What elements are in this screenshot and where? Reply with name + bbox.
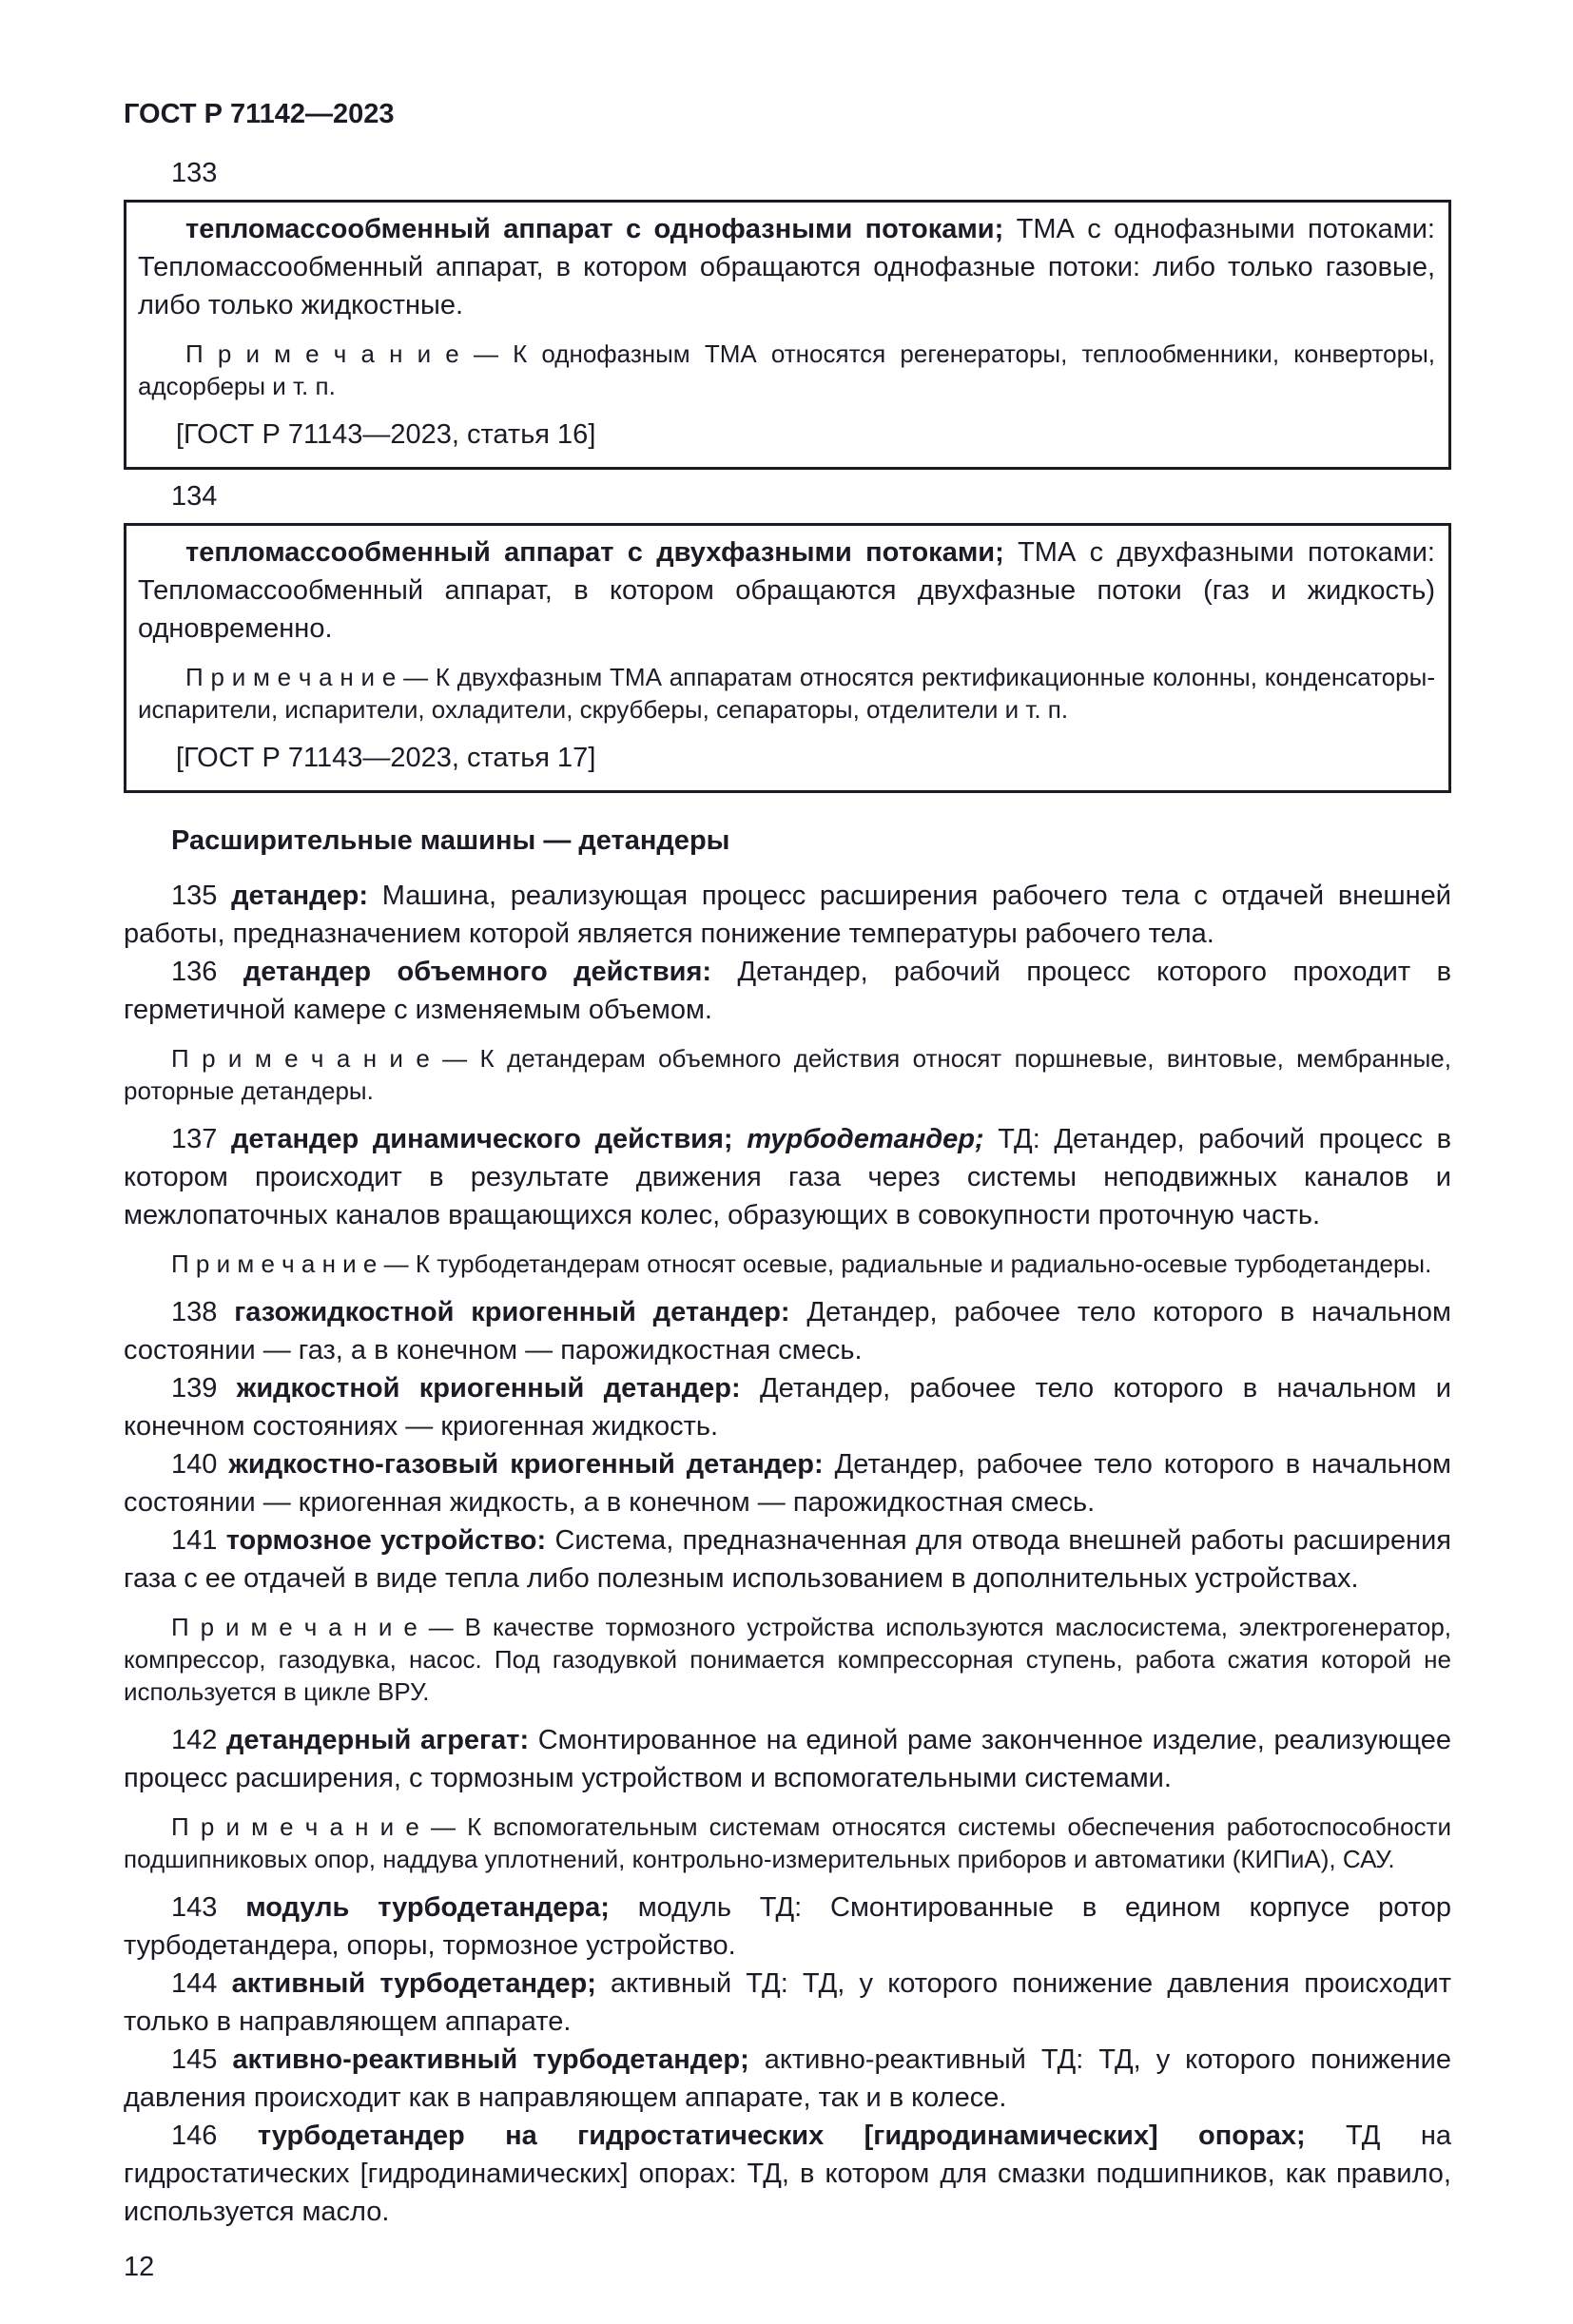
term-title-133: тепломассообменный аппарат с однофазными потоками; <box>185 214 1004 244</box>
term-title-136: детандер объемного действия: <box>243 957 712 987</box>
term-paragraph-135 <box>124 877 1451 953</box>
page-number: 12 <box>124 2252 155 2282</box>
note-text-136: — К детандерам объемного действия относят поршневые, винтовые, мембранные, роторные детандеры. <box>124 1044 1451 1105</box>
note-label-137: П р и м е ч а н и е <box>171 1249 378 1278</box>
term-box-133 <box>124 200 1451 470</box>
term-number-141: 141 <box>171 1525 226 1556</box>
note-label-142: П р и м е ч а н и е <box>171 1812 419 1841</box>
term-paragraph-137 <box>124 1120 1451 1234</box>
source-reference-133: [ГОСТ Р 71143—2023, статья 16] <box>176 419 596 450</box>
term-definition-134: ТМА с двухфазными потоками: Тепломассообменный аппарат, в котором обращаются двухфазные потоки (газ и жидкость) одновременно. <box>138 537 1435 644</box>
note-text-133: — К однофазным ТМА относятся регенераторы, теплообменники, конверторы, адсорберы и т. п. <box>138 339 1436 400</box>
term-title-134: тепломассообменный аппарат с двухфазными потоками; <box>185 537 1004 568</box>
term-title-141: тормозное устройство: <box>225 1525 547 1556</box>
term-definition-146: ТД на гидростатических [гидродинамических] опорах: ТД, в котором для смазки подшипников, как правило, используется масло. <box>124 2121 1451 2227</box>
note-text-137: — К турбодетандерам относят осевые, радиальные и радиально-осевые турбодетандеры. <box>377 1249 1432 1278</box>
term-number-146: 146 <box>171 2121 258 2151</box>
term-definition-141: Система, предназначенная для отвода внешней работы расширения газа с ее отдачей в виде тепла либо полезным использованием в дополнительных устройствах. <box>124 1525 1451 1594</box>
term-definition-142: Смонтированное на единой раме законченное изделие, реализующее процесс расширения, с тормозным устройством и вспомогательными системами. <box>124 1725 1451 1793</box>
term-definition-138: Детандер, рабочее тело которого в начальном состоянии — газ, а в конечном — парожидкостная смесь. <box>124 1297 1451 1365</box>
term-paragraph-143 <box>124 1888 1451 1965</box>
term-box-134 <box>124 523 1451 793</box>
section-heading: Расширительные машины — детандеры <box>171 825 730 856</box>
note-text-141: — В качестве тормозного устройства используются маслосистема, электрогенератор, компрессор, газодувка, насос. Под газодувкой понимается компрессорная ступень, работа сжатия которой не используется в цикле ВРУ. <box>124 1613 1451 1706</box>
note-134 <box>138 661 1435 726</box>
term-paragraph-142 <box>124 1721 1451 1797</box>
note-142 <box>124 1811 1451 1875</box>
term-title-140: жидкостно-газовый криогенный детандер: <box>228 1449 824 1480</box>
note-141 <box>124 1611 1451 1708</box>
term-paragraph-138 <box>124 1293 1451 1369</box>
term-title-139: жидкостной криогенный детандер: <box>236 1373 741 1404</box>
term-number-143: 143 <box>171 1892 246 1923</box>
term-paragraph-133 <box>138 210 1435 324</box>
term-definition-133: ТМА с однофазными потоками: Тепломассообменный аппарат, в котором обращаются однофазные потоки: либо только газовые, либо только жидкостные. <box>138 214 1435 320</box>
term-number-139: 139 <box>171 1373 237 1404</box>
term-number-138: 138 <box>171 1297 235 1327</box>
term-definition-135: Машина, реализующая процесс расширения рабочего тела с отдачей внешней работы, предназначением которой является понижение температуры рабочего тела. <box>124 881 1451 949</box>
note-label-134: П р и м е ч а н и е <box>185 663 397 691</box>
term-title-137: детандер динамического действия; <box>231 1124 748 1154</box>
term-number-144: 144 <box>171 1968 232 1999</box>
note-label-133: П р и м е ч а н и е <box>185 339 459 368</box>
term-title-146: турбодетандер на гидростатических [гидродинамических] опорах; <box>257 2121 1306 2151</box>
term-definition-136: Детандер, рабочий процесс которого проходит в герметичной камере с изменяемым объемом. <box>124 957 1451 1025</box>
note-text-134: — К двухфазным ТМА аппаратам относятся ректификационные колонны, конденсаторы-испарители, испарители, охладители, скрубберы, сепараторы, отделители и т. п. <box>138 663 1435 724</box>
term-paragraph-141 <box>124 1521 1451 1598</box>
note-text-142: — К вспомогательным системам относятся системы обеспечения работоспособности подшипниковых опор, наддува уплотнений, контрольно-измерительных приборов и автоматики (КИПиА), САУ. <box>124 1812 1451 1873</box>
term-number-142: 142 <box>171 1725 227 1755</box>
note-137 <box>124 1248 1451 1280</box>
term-definition-144: активный ТД: ТД, у которого понижение давления происходит только в направляющем аппарате. <box>124 1968 1452 2037</box>
term-number-135: 135 <box>171 881 232 911</box>
term-definition-143: модуль ТД: Смонтированные в едином корпусе ротор турбодетандера, опоры, тормозное устройство. <box>124 1892 1451 1961</box>
term-title-142: детандерный агрегат: <box>226 1725 530 1755</box>
term-definition-140: Детандер, рабочее тело которого в начальном состоянии — криогенная жидкость, а в конечном — парожидкостная смесь. <box>124 1449 1451 1518</box>
term-number-137: 137 <box>171 1124 232 1154</box>
term-number-140: 140 <box>171 1449 229 1480</box>
term-paragraph-146 <box>124 2117 1451 2231</box>
term-title-143: модуль турбодетандера; <box>245 1892 610 1923</box>
term-number-134: 134 <box>171 481 218 512</box>
term-number-136: 136 <box>171 957 243 987</box>
term-title-144: активный турбодетандер; <box>231 1968 596 1999</box>
term-paragraph-140 <box>124 1445 1451 1521</box>
term-number-145: 145 <box>171 2044 233 2075</box>
source-reference-134: [ГОСТ Р 71143—2023, статья 17] <box>176 743 596 773</box>
term-definition-137: ТД: Детандер, рабочий процесс в котором происходит в результате движения газа через системы неподвижных каналов и межлопаточных каналов вращающихся колес, образующих в совокупности проточную часть. <box>124 1124 1452 1230</box>
term-definition-145: активно-реактивный ТД: ТД, у которого понижение давления происходит как в направляющем аппарате, так и в колесе. <box>124 2044 1451 2113</box>
term-title-135: детандер: <box>231 881 369 911</box>
term-paragraph-145 <box>124 2041 1451 2117</box>
note-label-141: П р и м е ч а н и е <box>171 1613 418 1641</box>
term-paragraph-144 <box>124 1965 1451 2041</box>
note-136 <box>124 1042 1451 1107</box>
term-title-145: активно-реактивный турбодетандер; <box>232 2044 749 2075</box>
term-title-138: газожидкостной криогенный детандер: <box>234 1297 790 1327</box>
term-paragraph-139 <box>124 1369 1451 1445</box>
note-133 <box>138 338 1435 402</box>
document-header: ГОСТ Р 71142—2023 <box>124 99 395 129</box>
term-paragraph-136 <box>124 953 1451 1029</box>
note-label-136: П р и м е ч а н и е <box>171 1044 430 1073</box>
term-synonym-137: турбодетандер; <box>747 1124 984 1154</box>
term-paragraph-134 <box>138 533 1435 648</box>
term-number-133: 133 <box>171 158 218 188</box>
term-definition-139: Детандер, рабочее тело которого в начальном и конечном состояниях — криогенная жидкость. <box>124 1373 1451 1442</box>
